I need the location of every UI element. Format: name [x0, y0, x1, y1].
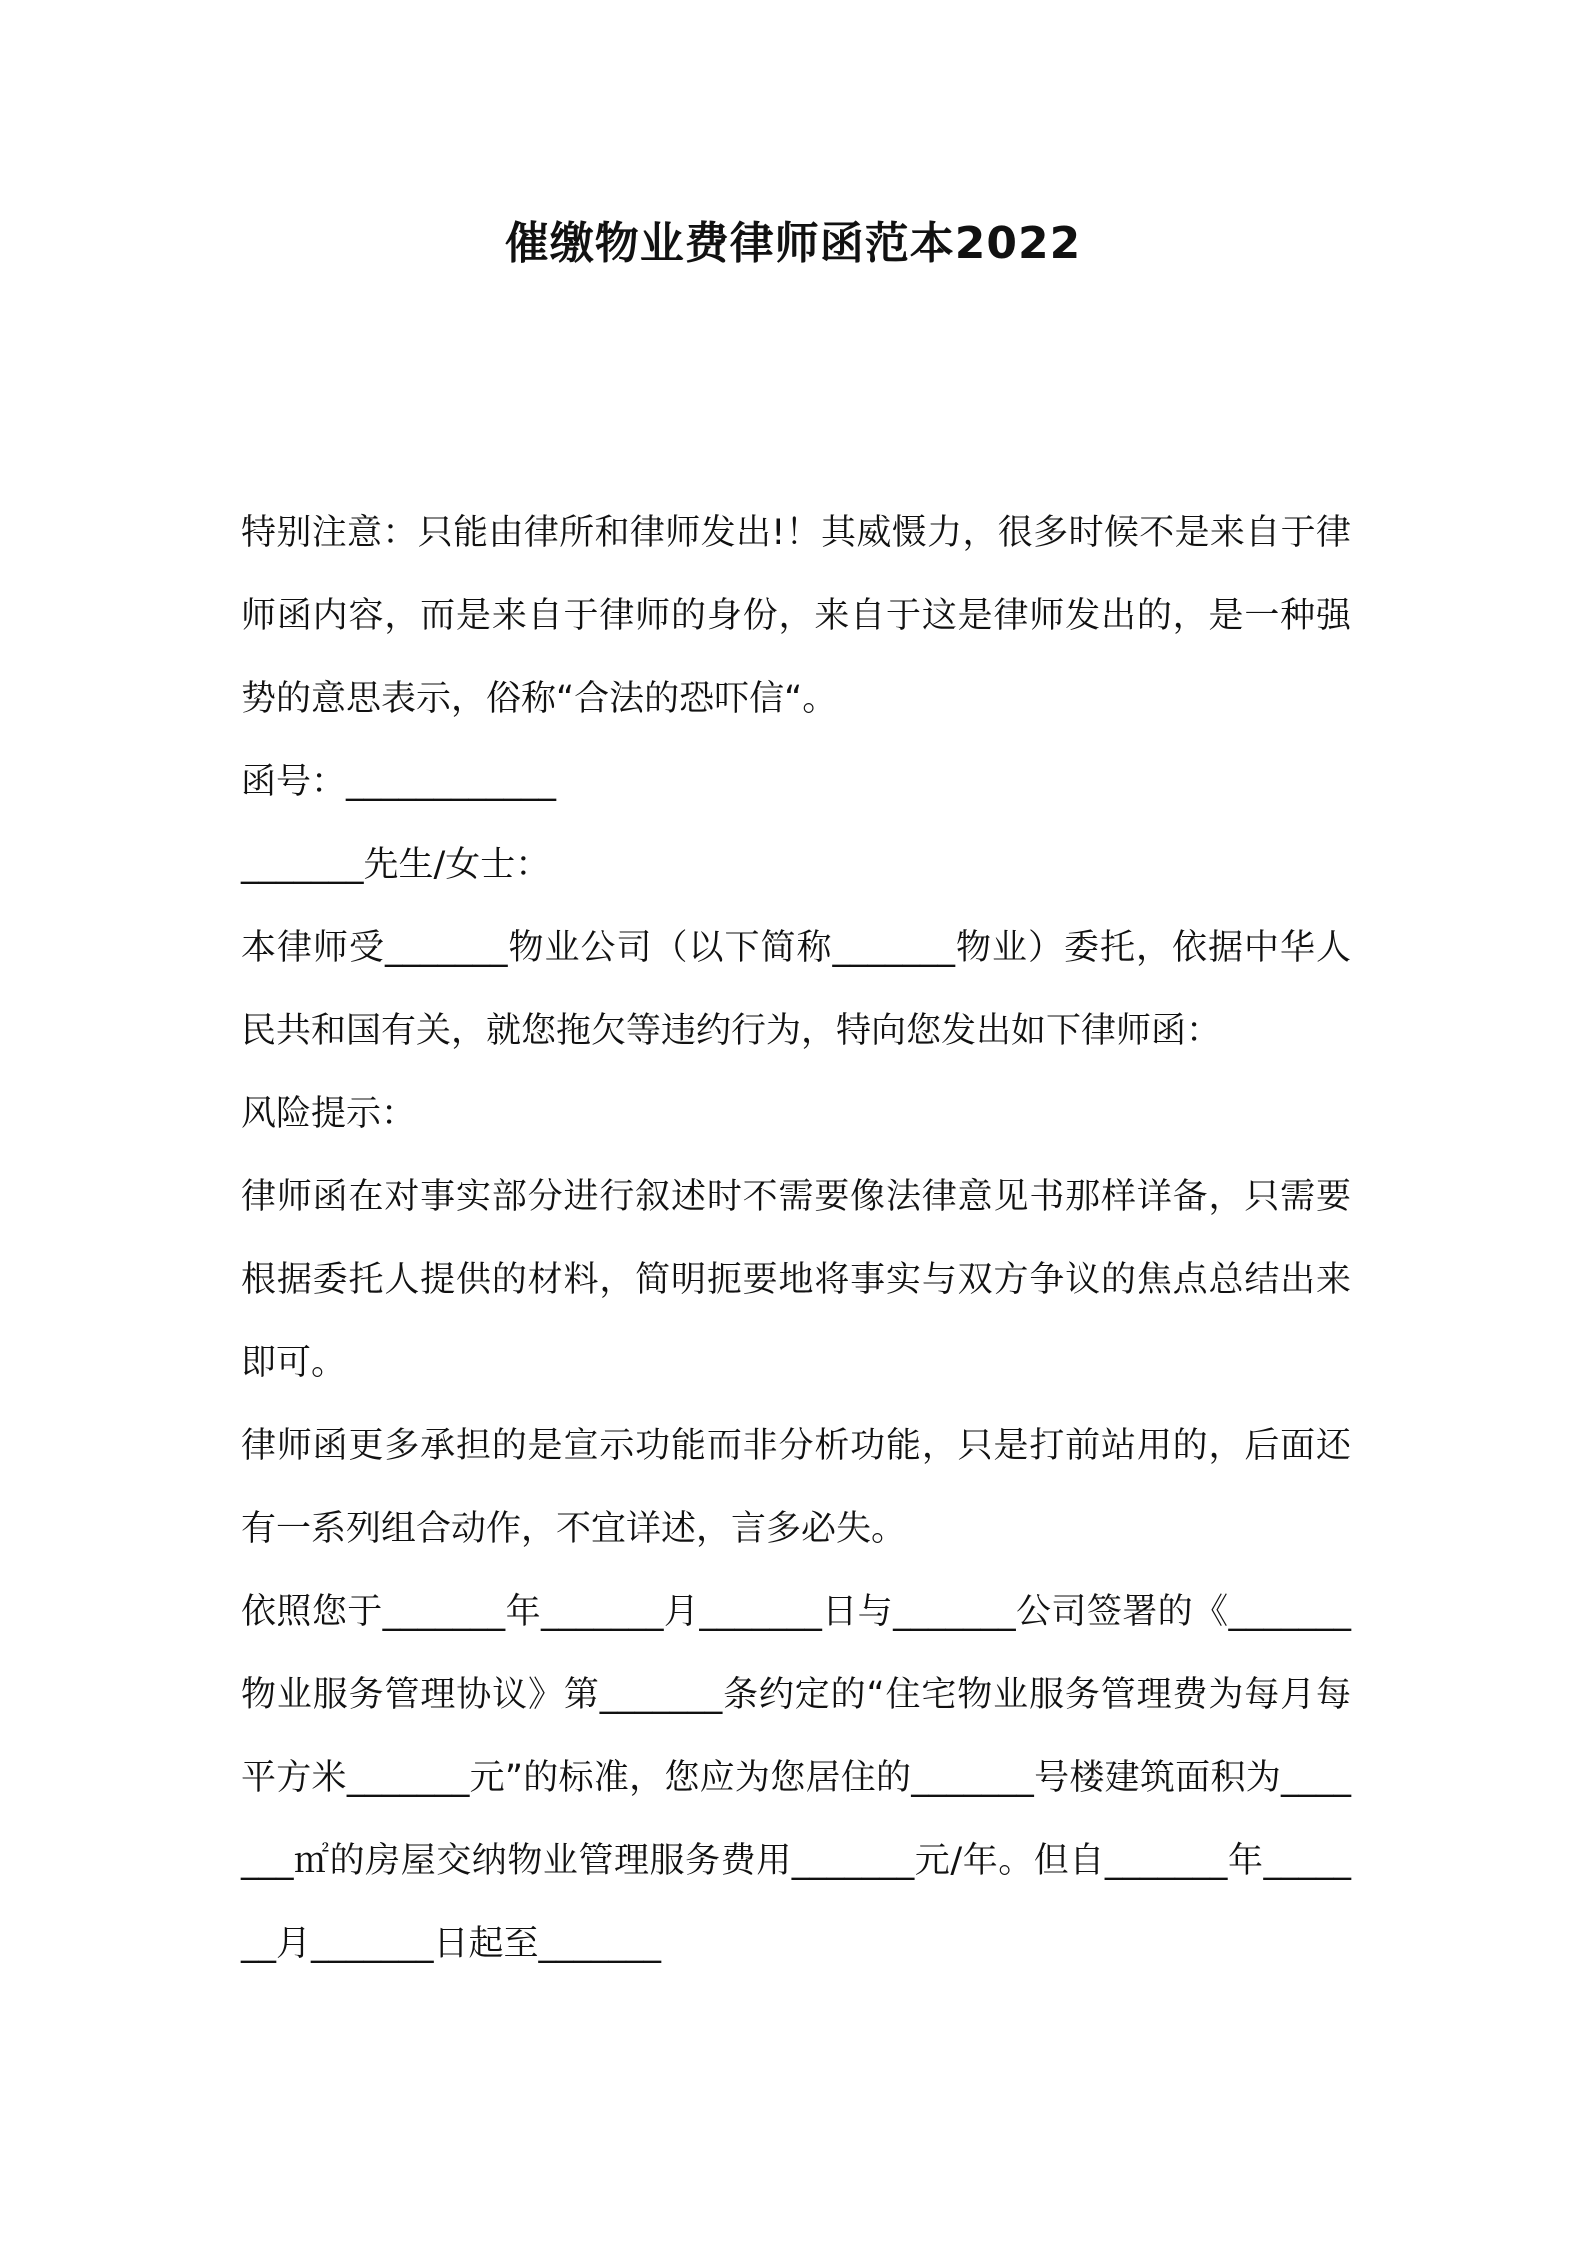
document-body: [241, 492, 1351, 1986]
risk-warning-paragraph-1: 律师函在对事实部分进行叙述时不需要像法律意见书那样详备，只需要根据委托人提供的材料，简明扼要地将事实与双方争议的焦点总结出来即可。: [241, 1177, 1351, 1383]
letter-number-line: 函号：____________: [241, 762, 557, 802]
salutation-line: _______先生/女士：: [241, 845, 551, 885]
risk-warning-paragraph-2: 律师函更多承担的是宣示功能而非分析功能，只是打前站用的，后面还有一系列组合动作，不宜详述，言多必失。: [241, 1426, 1351, 1549]
special-notice-paragraph: 特别注意：只能由律所和律师发出!！其威慑力，很多时候不是来自于律师函内容，而是来自于律师的身份，来自于这是律师发出的，是一种强势的意思表示，俗称“合法的恐吓信“。: [241, 513, 1351, 719]
entrustment-paragraph: 本律师受_______物业公司（以下简称_______物业）委托，依据中华人民共和国有关，就您拖欠等违约行为，特向您发出如下律师函：: [241, 928, 1351, 1051]
document-title: 催缴物业费律师函范本2022: [504, 218, 1082, 269]
risk-warning-heading: 风险提示：: [241, 1094, 417, 1134]
agreement-facts-paragraph: 依照您于_______年_______月_______日与_______公司签署的《_______物业服务管理协议》第_______条约定的“住宅物业服务管理费为每月每平方米_______元”的标准，您应为您居住的_______号楼建筑面积为_______㎡的房屋交纳物业管理服务费用_______元/年。但自_______年_______月_______日起至_______: [241, 1592, 1351, 1964]
